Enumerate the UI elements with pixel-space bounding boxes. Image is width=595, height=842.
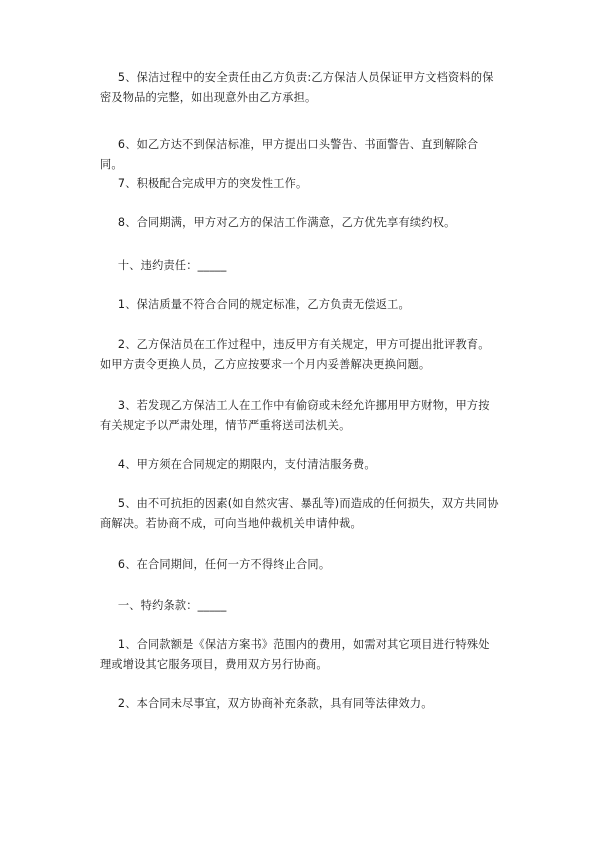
special-terms-clause-2: 2、本合同未尽事宜，双方协商补充条款，具有同等法律效力。 xyxy=(117,697,433,710)
breach-clause-1: 1、保洁质量不符合合同的规定标准，乙方负责无偿返工。 xyxy=(117,298,410,311)
breach-clause-2: 2、乙方保洁员在工作过程中，违反甲方有关规定，甲方可提出批评教育。如甲方责令更换人员，乙方应按要求一个月内妥善解决更换问题。 xyxy=(100,338,490,371)
clause-5-safety-responsibility: 5、保洁过程中的安全责任由乙方负责:乙方保洁人员保证甲方文档资料的保密及物品的完整，如出现意外由乙方承担。 xyxy=(100,71,494,104)
breach-clause-4: 4、甲方须在合同规定的期限内，支付清洁服务费。 xyxy=(117,458,376,471)
breach-clause-6: 6、在合同期间，任何一方不得终止合同。 xyxy=(117,558,331,571)
special-terms-heading: 一、特约条款：_____ xyxy=(117,599,227,612)
special-terms-clause-1: 1、合同款额是《保洁方案书》范围内的费用，如需对其它项目进行特殊处理或增设其它服务项目，费用双方另行协商。 xyxy=(100,638,490,671)
clause-6-warning: 6、如乙方达不到保洁标准，甲方提出口头警告、书面警告、直到解除合同。 xyxy=(100,138,479,171)
breach-clause-5: 5、由不可抗拒的因素(如自然灾害、暴乱等)而造成的任何损失，双方共同协商解决。若协商不成，可向当地仲裁机关申请仲裁。 xyxy=(100,497,499,530)
breach-clause-3: 3、若发现乙方保洁工人在工作中有偷窃或未经允许挪用甲方财物，甲方按有关规定予以严肃处理，情节严重将送司法机关。 xyxy=(100,399,490,432)
section-10-heading: 十、违约责任：_____ xyxy=(117,259,227,272)
clause-8-renewal: 8、合同期满，甲方对乙方的保洁工作满意，乙方优先享有续约权。 xyxy=(117,216,456,229)
clause-7-cooperation: 7、积极配合完成甲方的突发性工作。 xyxy=(117,177,308,190)
